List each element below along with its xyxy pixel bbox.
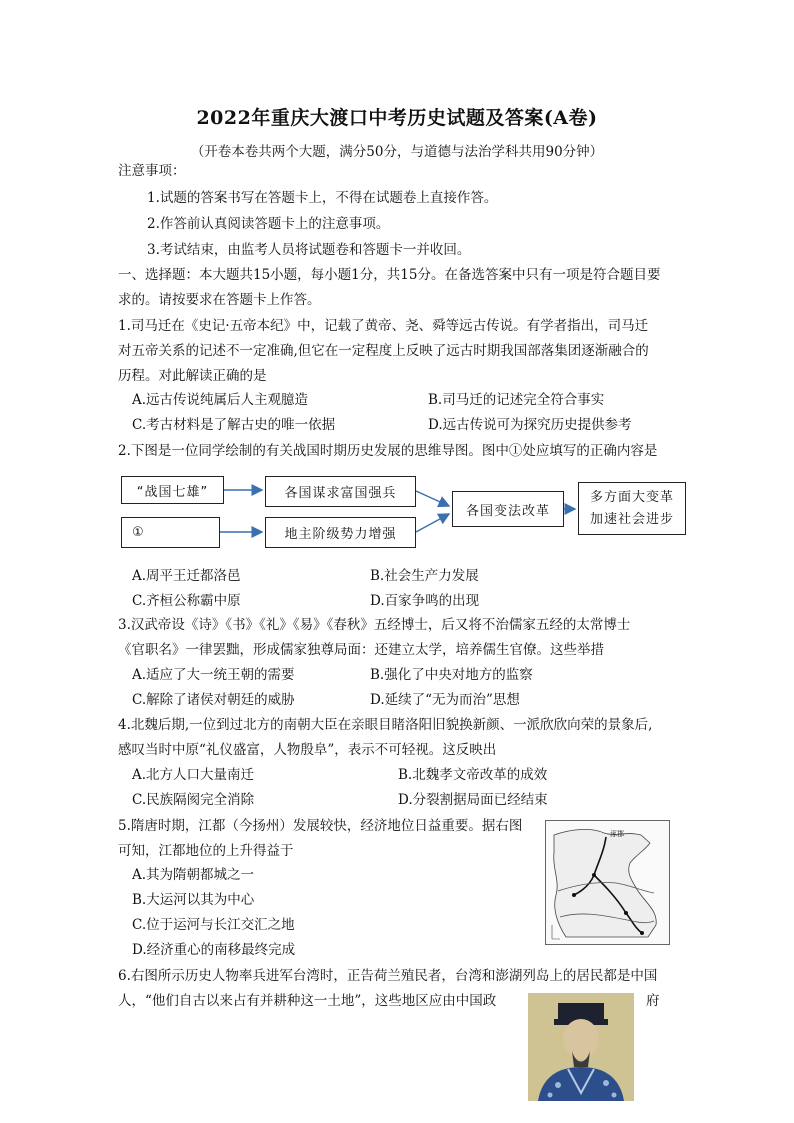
question-text: 5.隋唐时期，江都（今扬州）发展较快，经济地位日益重要。据右图 xyxy=(118,818,523,834)
question-text: 历程。对此解读正确的是 xyxy=(118,368,267,384)
option-d[interactable]: D.远古传说可为探究历史提供参考 xyxy=(428,417,632,433)
option-a[interactable]: A.适应了大一统王朝的需要 xyxy=(132,667,295,683)
question-text: 4.北魏后期,一位到过北方的南朝大臣在亲眼目睹洛阳旧貌换新颜、一派欣欣向荣的景象后, xyxy=(118,717,653,733)
option-d[interactable]: D.经济重心的南移最终完成 xyxy=(132,942,296,958)
canal-map-drawing xyxy=(546,821,669,944)
option-a[interactable]: A.北方人口大量南迁 xyxy=(132,767,255,783)
option-c[interactable]: C.位于运河与长江交汇之地 xyxy=(132,917,295,933)
option-d[interactable]: D.延续了“无为而治”思想 xyxy=(370,692,520,708)
option-c[interactable]: C.齐桓公称霸中原 xyxy=(132,593,241,609)
notice-item: 3.考试结束，由监考人员将试题卷和答题卡一并收回。 xyxy=(147,242,471,258)
question-text: 感叹当时中原“礼仪盛富，人物殷阜”，表示不可轻视。这反映出 xyxy=(118,742,497,758)
option-b[interactable]: B.社会生产力发展 xyxy=(370,568,479,584)
diagram-box-blank-1: ① xyxy=(121,517,220,548)
map-label: 涿郡 xyxy=(610,830,624,838)
grand-canal-map xyxy=(545,820,670,945)
question-text: 1.司马迁在《史记·五帝本纪》中，记载了黄帝、尧、舜等远古传说。有学者指出，司马迁 xyxy=(118,318,649,334)
page-title: 2022年重庆大渡口中考历史试题及答案(A卷) xyxy=(196,107,598,129)
question-text: 对五帝关系的记述不一定准确,但它在一定程度上反映了远古时期我国部落集团逐渐融合的 xyxy=(118,343,649,359)
question-text: 2.下图是一位同学绘制的有关战国时期历史发展的思维导图。图中①处应填写的正确内容是 xyxy=(118,443,658,459)
question-text: 可知，江都地位的上升得益于 xyxy=(118,843,294,859)
arrow xyxy=(416,491,449,506)
notice-heading: 注意事项： xyxy=(118,163,186,179)
question-text: 3.汉武帝设《诗》《书》《礼》《易》《春秋》五经博士，后又将不治儒家五经的太常博士 xyxy=(118,617,631,633)
option-d[interactable]: D.分裂割据局面已经结束 xyxy=(398,792,548,808)
option-a[interactable]: A.周平王迁都洛邑 xyxy=(132,568,241,584)
option-b[interactable]: B.强化了中央对地方的监察 xyxy=(370,667,533,683)
notice-item: 1.试题的答案书写在答题卡上，不得在试题卷上直接作答。 xyxy=(147,190,498,206)
option-b[interactable]: B.大运河以其为中心 xyxy=(132,892,255,908)
option-c[interactable]: C.解除了诸侯对朝廷的威胁 xyxy=(132,692,295,708)
notice-item: 2.作答前认真阅读答题卡上的注意事项。 xyxy=(147,216,390,232)
question-text: 《官职名》一律罢黜，形成儒家独尊局面：还建立太学，培养儒生官僚。这些举措 xyxy=(118,642,604,658)
section-instruction: 一、选择题：本大题共15小题，每小题1分，共15分。在备选答案中只有一项是符合题目要 xyxy=(118,267,661,283)
diagram-result-line: 多方面大变革 xyxy=(589,489,674,505)
option-c[interactable]: C.考古材料是了解古史的唯一依据 xyxy=(132,417,336,433)
historical-figure-portrait xyxy=(528,993,634,1101)
diagram-box-reform: 各国变法改革 xyxy=(452,491,564,527)
section-instruction: 求的。请按要求在答题卡上作答。 xyxy=(118,292,321,308)
portrait-drawing xyxy=(528,993,634,1101)
option-a[interactable]: A.其为隋朝都城之一 xyxy=(132,867,255,883)
question-text: 6.右图所示历史人物率兵进军台湾时，正告荷兰殖民者，台湾和澎湖列岛上的居民都是中国 xyxy=(118,968,658,984)
arrow xyxy=(416,514,449,532)
diagram-box-result xyxy=(578,482,686,535)
question-text: 人，“他们自古以来占有并耕种这一土地”，这些地区应由中国政 xyxy=(118,993,497,1009)
option-c[interactable]: C.民族隔阂完全消除 xyxy=(132,792,255,808)
diagram-result-line: 加速社会进步 xyxy=(589,511,674,527)
option-a[interactable]: A.远古传说纯属后人主观臆造 xyxy=(132,392,309,408)
page-subtitle: （开卷本卷共两个大题，满分50分，与道德与法治学科共用90分钟） xyxy=(190,144,604,160)
diagram-box-landlord-class: 地主阶级势力增强 xyxy=(265,517,416,548)
diagram-box-wealth-strength: 各国谋求富国强兵 xyxy=(265,476,416,507)
option-d[interactable]: D.百家争鸣的出现 xyxy=(370,593,480,609)
diagram-box-warring-states: “战国七雄” xyxy=(121,476,224,504)
question-text: 府 xyxy=(646,993,660,1009)
option-b[interactable]: B.司马迁的记述完全符合事实 xyxy=(428,392,605,408)
option-b[interactable]: B.北魏孝文帝改革的成效 xyxy=(398,767,548,783)
